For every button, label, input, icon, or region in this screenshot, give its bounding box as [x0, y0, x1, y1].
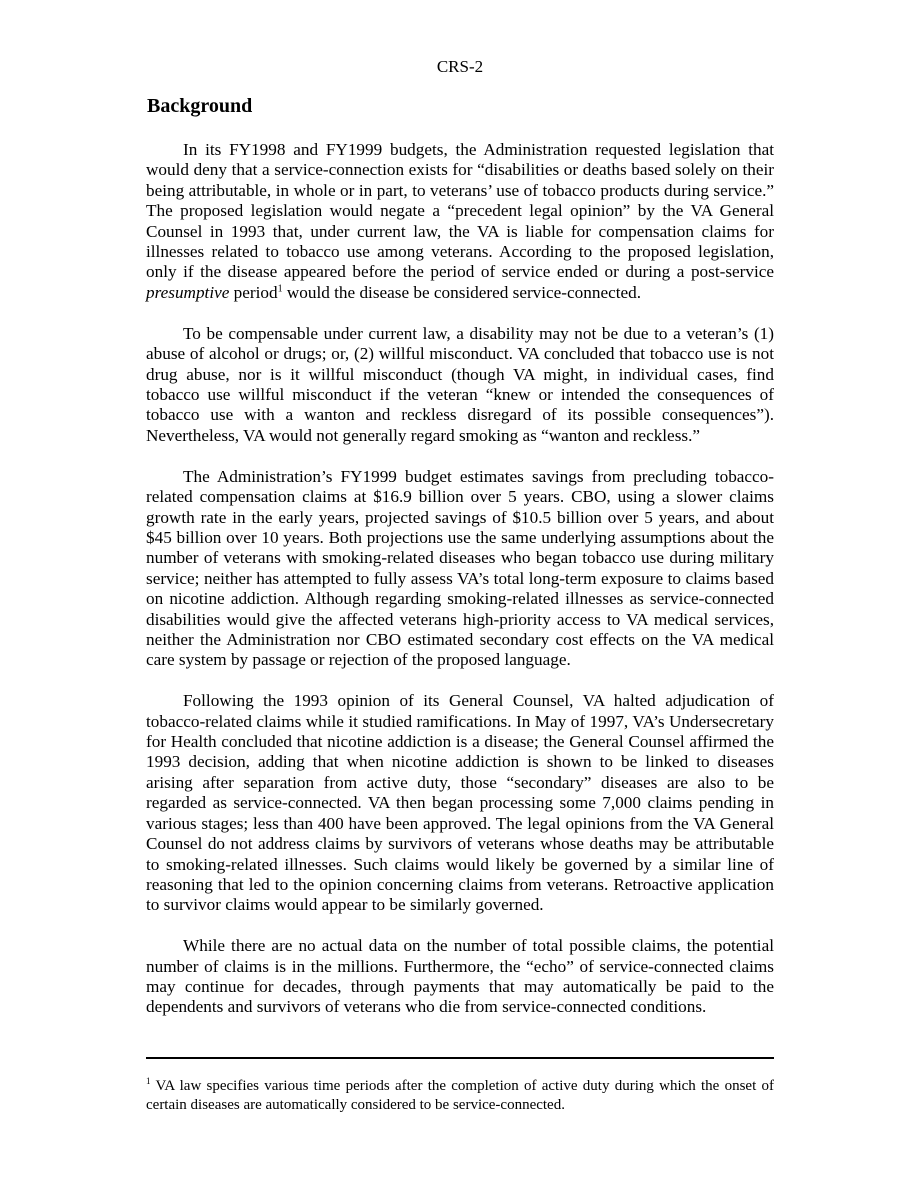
body-text	[146, 140, 774, 1038]
emphasized-term: presumptive	[146, 282, 230, 302]
paragraph: Following the 1993 opinion of its General Counsel, VA halted adjudication of tobacco-related claims while it studied ramifications. In May of 1997, VA’s Undersecretary for Health concluded that nicotine addiction is a disease; the General Counsel affirmed the 1993 decision, adding that when nicotine addiction is shown to be linked to diseases arising after separation from active duty, those “secondary” diseases are also to be regarded as service-connected. VA then began processing some 7,000 claims pending in various stages; less than 400 have been approved. The legal opinions from the VA General Counsel do not address claims by survivors of veterans whose deaths may be attributable to smoking-related illnesses. Such claims would likely be governed by a similar line of reasoning that led to the opinion concerning claims from veterans. Retroactive application to survivor claims would appear to be similarly governed.	[146, 691, 774, 915]
footnote-marker: 1	[146, 1076, 151, 1086]
paragraph: The Administration’s FY1999 budget estimates savings from precluding tobacco-related compensation claims at $16.9 billion over 5 years. CBO, using a slower claims growth rate in the early years, projected savings of $10.5 billion over 5 years, and about $45 billion over 10 years. Both projections use the same underlying assumptions about the number of veterans with smoking-related diseases who began tobacco use during military service; neither has attempted to fully assess VA’s total long-term exposure to claims based on nicotine addiction. Although regarding smoking-related illnesses as service-connected disabilities would give the affected veterans high-priority access to VA medical services, neither the Administration nor CBO estimated secondary cost effects on the VA medical care system by passage or rejection of the proposed language.	[146, 466, 774, 670]
paragraph-text: would the disease be considered service-connected.	[282, 282, 641, 302]
footnote-reference[interactable]: 1	[277, 283, 283, 295]
footnote	[146, 1077, 774, 1114]
paragraph: To be compensable under current law, a disability may not be due to a veteran’s (1) abuse of alcohol or drugs; or, (2) willful misconduct. VA concluded that tobacco use is not drug abuse, nor is it willful misconduct (though VA might, in individual cases, find tobacco use willful misconduct if the veteran “knew or intended the consequences of tobacco use with a wanton and reckless disregard of its possible consequences”). Nevertheless, VA would not generally regard smoking as “wanton and reckless.”	[146, 323, 774, 445]
footnote-text: VA law specifies various time periods after the completion of active duty during which the onset of certain diseases are automatically considered to be service-connected.	[146, 1078, 774, 1113]
page-number: CRS-2	[436, 57, 484, 76]
paragraph	[146, 140, 774, 303]
footnote-divider	[146, 1057, 774, 1059]
paragraph-text: period	[229, 282, 278, 302]
paragraph: While there are no actual data on the number of total possible claims, the potential number of claims is in the millions. Furthermore, the “echo” of service-connected claims may continue for decades, through payments that may automatically be paid to the dependents and survivors of veterans who die from service-connected conditions.	[146, 936, 774, 1017]
paragraph-text: In its FY1998 and FY1999 budgets, the Administration requested legislation that would deny that a service-connection exists for “disabilities or deaths based solely on their being attributable, in whole or in part, to veterans’ use of tobacco products during service.” The proposed legislation would negate a “precedent legal opinion” by the VA General Counsel in 1993 that, under current law, the VA is liable for compensation claims for illnesses related to tobacco use among veterans. According to the proposed legislation, only if the disease appeared before the period of service ended or during a post-service	[146, 140, 774, 282]
section-heading: Background	[147, 95, 253, 117]
